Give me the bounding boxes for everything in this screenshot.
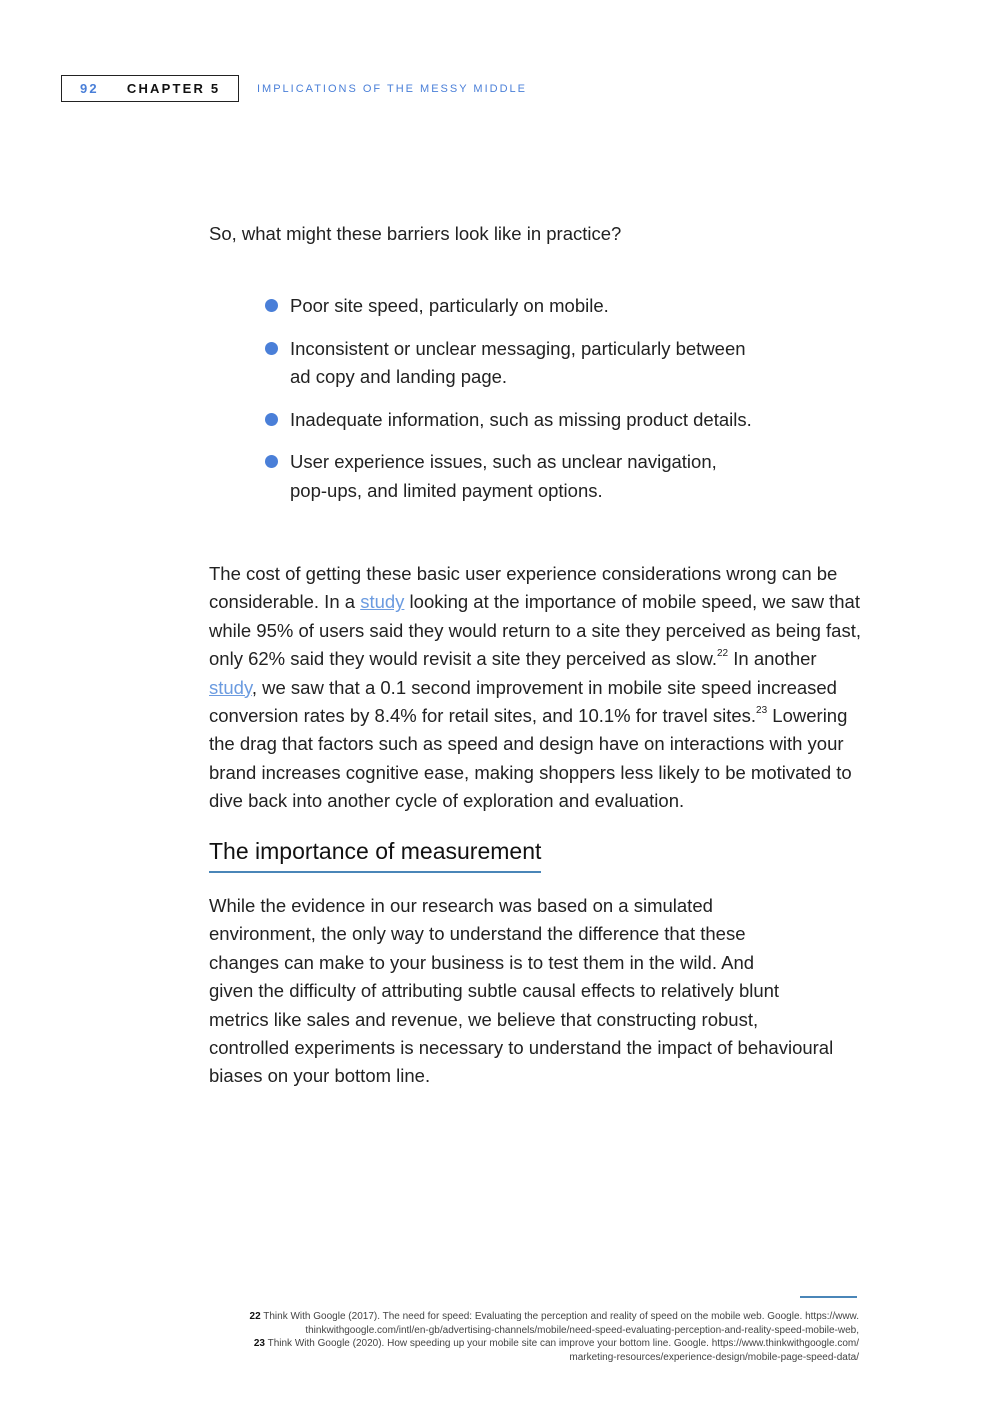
- paragraph-text: The cost of getting these basic user experience considerations wrong can be considerable. In a: [209, 563, 838, 613]
- list-item: [265, 406, 785, 435]
- footnotes: [179, 1310, 859, 1364]
- list-item-text: Inconsistent or unclear messaging, particularly between: [290, 337, 746, 359]
- body-paragraph-cost: [209, 560, 869, 816]
- body-paragraph-measurement: [209, 892, 869, 1091]
- study-link-conversion[interactable]: study: [209, 676, 252, 698]
- list-item-text: Inadequate information, such as missing product details.: [290, 408, 752, 430]
- list-item-text-continued: ad copy and landing page.: [290, 366, 508, 387]
- chapter-header-box: [61, 75, 239, 102]
- paragraph-line: controlled experiments is necessary to understand the impact of behavioural: [209, 1037, 834, 1059]
- list-item-text-continued: pop-ups, and limited payment options.: [290, 479, 603, 501]
- bullet-dot-icon: [265, 342, 278, 355]
- list-item: [265, 292, 785, 321]
- footnote-divider: [800, 1296, 857, 1298]
- paragraph-line: changes can make to your business is to test them in the wild. And: [209, 951, 755, 973]
- paragraph-text: , we saw that a 0.1 second improvement in mobile site speed increased conversion rates by 8.4% for retail sites, and 10.1% for travel sites.: [209, 676, 837, 727]
- footnote-text: Think With Google (2020). How speeding up your mobile site can improve your bottom line. Google. https://www.thinkwithgoogle.com/: [267, 1338, 859, 1350]
- paragraph-line: biases on your bottom line.: [209, 1065, 431, 1087]
- page-number: 92: [80, 81, 99, 96]
- footnote-ref-23: 23: [756, 704, 768, 716]
- paragraph-line: While the evidence in our research was based on a simulated: [209, 895, 713, 916]
- barrier-list: [265, 292, 785, 519]
- footnote-url[interactable]: marketing-resources/experience-design/mobile-page-speed-data/: [569, 1351, 859, 1363]
- bullet-dot-icon: [265, 299, 278, 312]
- list-item-text: User experience issues, such as unclear navigation,: [290, 451, 717, 472]
- footnote-number: 22: [249, 1311, 261, 1322]
- footnote-text: Think With Google (2017). The need for speed: Evaluating the perception and reality of speed on the mobile web. Google. https://www.: [263, 1311, 859, 1322]
- list-item: [265, 335, 785, 392]
- running-title: IMPLICATIONS OF THE MESSY MIDDLE: [257, 83, 527, 95]
- list-item: [265, 448, 785, 505]
- chapter-label: CHAPTER 5: [126, 81, 221, 96]
- paragraph-line: environment, the only way to understand the difference that these: [209, 923, 746, 945]
- paragraph-line: given the difficulty of attributing subtle causal effects to relatively blunt: [209, 980, 780, 1002]
- footnote-ref-22: 22: [716, 648, 729, 660]
- bullet-dot-icon: [265, 413, 278, 426]
- bullet-dot-icon: [265, 455, 278, 468]
- paragraph-text: looking at the importance of mobile speed, we saw that while 95% of users said they would return to a site they perceived as being fast, only 62% said they would revisit a site they perceived as slow.: [209, 591, 861, 670]
- paragraph-line: metrics like sales and revenue, we believe that constructing robust,: [209, 1008, 759, 1030]
- footnote-number: 23: [253, 1338, 265, 1350]
- list-item-text: Poor site speed, particularly on mobile.: [290, 295, 609, 316]
- footnote-url[interactable]: thinkwithgoogle.com/intl/en-gb/advertising-channels/mobile/need-speed-evaluating-perception-and-reality-speed-mobile-web,: [305, 1324, 859, 1336]
- intro-sentence: So, what might these barriers look like in practice?: [209, 223, 622, 244]
- section-heading: The importance of measurement: [209, 838, 541, 873]
- paragraph-text: In another: [728, 648, 817, 670]
- study-link-speed[interactable]: study: [360, 591, 405, 613]
- paragraph-text: Lowering the drag that factors such as speed and design have on interactions with your brand increases cognitive ease, making shoppers less likely to be motivated to dive back into another cycle of exploration and evaluation.: [209, 705, 852, 812]
